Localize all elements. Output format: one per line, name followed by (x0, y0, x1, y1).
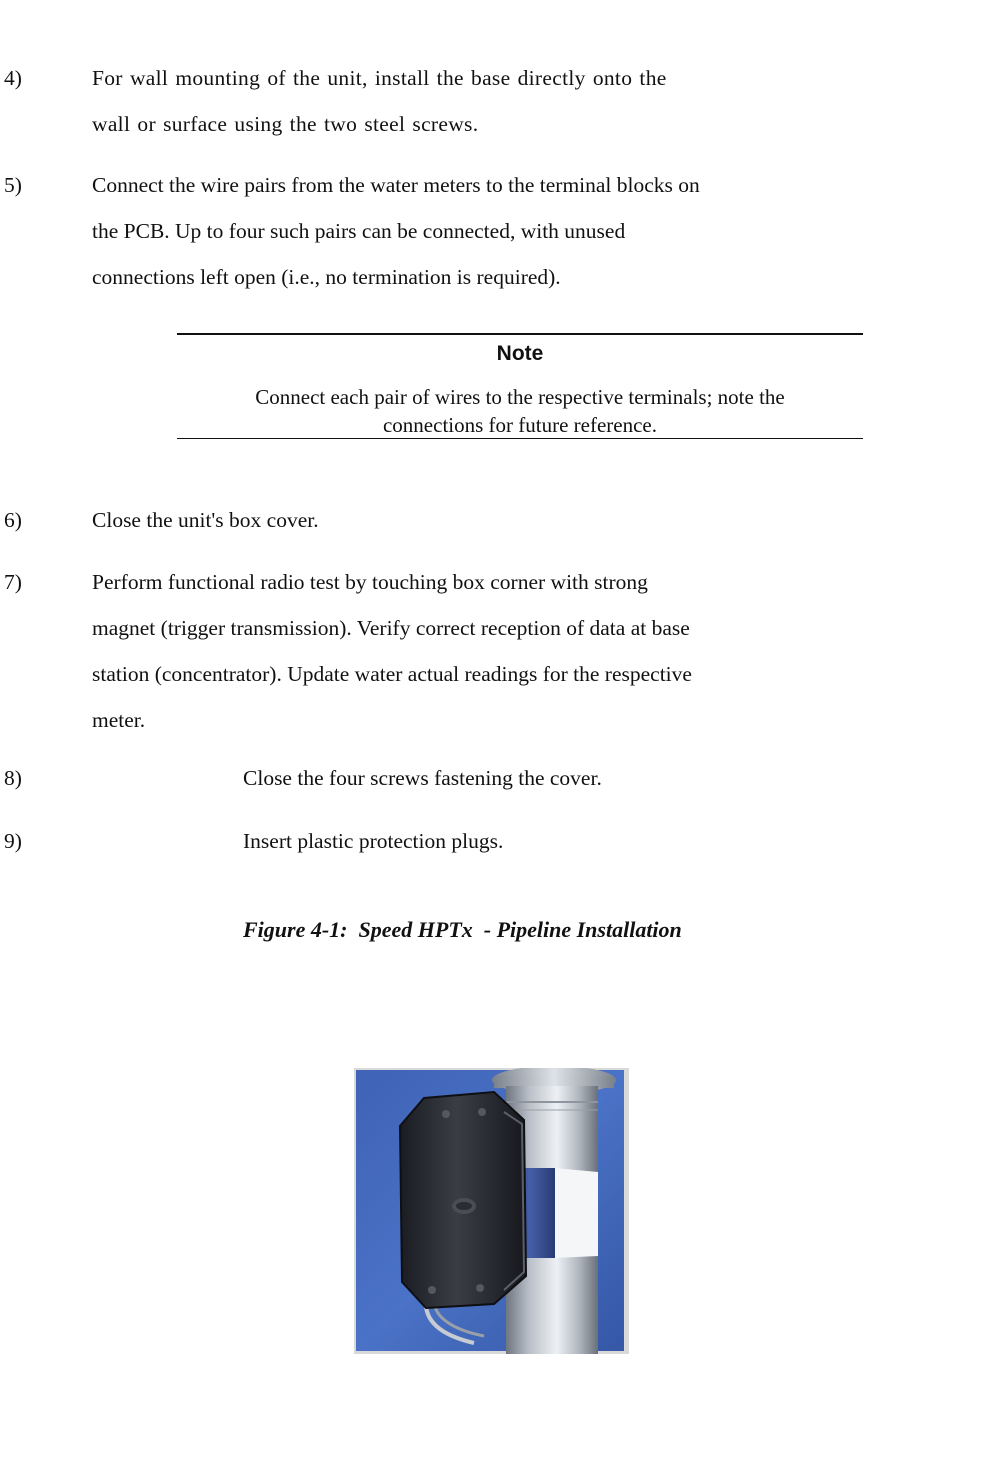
step-number: 9) (4, 829, 22, 853)
step-line: wall or surface using the two steel screws. (92, 112, 479, 136)
step-number: 5) (4, 173, 22, 197)
figure-photo (354, 1068, 629, 1354)
step-line: Close the four screws fastening the cover. (243, 766, 602, 790)
step-number: 8) (4, 766, 22, 790)
step-line: Connect the wire pairs from the water meters to the terminal blocks on (92, 173, 700, 197)
step-number: 4) (4, 66, 22, 90)
step-line: Insert plastic protection plugs. (243, 829, 504, 853)
step-line: station (concentrator). Update water actual readings for the respective (92, 662, 692, 686)
step-line: meter. (92, 708, 146, 732)
note-box (177, 333, 863, 439)
note-title: Note (496, 342, 544, 365)
note-line: Connect each pair of wires to the respective terminals; note the (255, 385, 785, 409)
step-text (92, 497, 852, 543)
step-number: 7) (4, 570, 22, 594)
step-number: 6) (4, 508, 22, 532)
note-line: connections for future reference. (382, 413, 657, 437)
device-on-pipe-illustration (354, 1068, 629, 1354)
step-text (243, 818, 893, 864)
figure-caption: Figure 4-1: Speed HPTx - Pipeline Installation (243, 917, 682, 942)
step-text (92, 162, 852, 300)
step-line: For wall mounting of the unit, install the base directly onto the (92, 66, 667, 90)
step-line: magnet (trigger transmission). Verify correct reception of data at base (92, 616, 690, 640)
step-text (92, 559, 852, 743)
step-line: Perform functional radio test by touching box corner with strong (92, 570, 648, 594)
step-line: Close the unit's box cover. (92, 508, 319, 532)
step-text (92, 55, 852, 147)
step-text (243, 755, 893, 801)
note-body (177, 383, 863, 439)
step-line: the PCB. Up to four such pairs can be connected, with unused (92, 219, 626, 243)
step-line: connections left open (i.e., no termination is required). (92, 265, 561, 289)
